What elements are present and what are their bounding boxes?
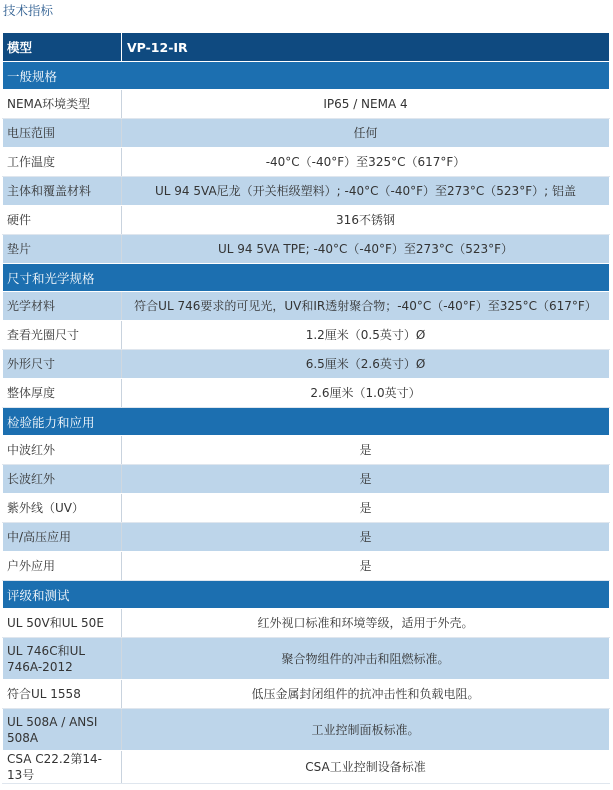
table-row: [3, 292, 610, 321]
spec-table: [2, 32, 610, 784]
row-key: 外形尺寸: [3, 350, 122, 379]
row-value: 是: [122, 552, 610, 581]
table-row: [3, 523, 610, 552]
row-value: 聚合物组件的冲击和阻燃标准。: [122, 638, 610, 680]
row-value: 是: [122, 494, 610, 523]
row-value: 316不锈钢: [122, 206, 610, 235]
row-key: UL 508A / ANSI 508A: [3, 709, 122, 751]
row-key: 主体和覆盖材料: [3, 177, 122, 206]
table-row: [3, 680, 610, 709]
row-value: 是: [122, 436, 610, 465]
section-title: 检验能力和应用: [3, 408, 610, 436]
table-row: [3, 206, 610, 235]
row-value: UL 94 5VA TPE; -40°C（-40°F）至273°C（523°F）: [122, 235, 610, 264]
table-row: [3, 494, 610, 523]
row-key: UL 50V和UL 50E: [3, 609, 122, 638]
page-title: 技术指标: [3, 3, 54, 18]
section-title: 尺寸和光学规格: [3, 264, 610, 292]
section-title: 评级和测试: [3, 581, 610, 609]
section-title: 一般规格: [3, 62, 610, 90]
table-row: [3, 465, 610, 494]
table-row: [3, 148, 610, 177]
row-value: 任何: [122, 119, 610, 148]
table-row: [3, 436, 610, 465]
row-key: 电压范围: [3, 119, 122, 148]
row-key: 查看光圈尺寸: [3, 321, 122, 350]
row-key: CSA C22.2第14-13号: [3, 751, 122, 784]
row-value: 低压金属封闭组件的抗冲击性和负载电阻。: [122, 680, 610, 709]
header-value: VP-12-IR: [122, 33, 610, 62]
table-row: [3, 235, 610, 264]
row-key: 符合UL 1558: [3, 680, 122, 709]
row-key: 整体厚度: [3, 379, 122, 408]
table-header-row: [3, 33, 610, 62]
table-row: [3, 321, 610, 350]
section-header: [3, 581, 610, 609]
row-key: 光学材料: [3, 292, 122, 321]
row-key: 硬件: [3, 206, 122, 235]
row-key: 中/高压应用: [3, 523, 122, 552]
row-key: 户外应用: [3, 552, 122, 581]
table-row: [3, 638, 610, 680]
row-key: 垫片: [3, 235, 122, 264]
header-key: 模型: [3, 33, 122, 62]
row-value: 符合UL 746要求的可见光，UV和IR透射聚合物；-40°C（-40°F）至325°C（617°F）: [122, 292, 610, 321]
row-key: UL 746C和UL 746A-2012: [3, 638, 122, 680]
table-row: [3, 119, 610, 148]
row-value: 6.5厘米（2.6英寸）Ø: [122, 350, 610, 379]
section-header: [3, 264, 610, 292]
row-value: 红外视口标准和环境等级，适用于外壳。: [122, 609, 610, 638]
row-value: IP65 / NEMA 4: [122, 90, 610, 119]
table-row: [3, 350, 610, 379]
row-value: CSA工业控制设备标准: [122, 751, 610, 784]
row-value: -40°C（-40°F）至325°C（617°F）: [122, 148, 610, 177]
section-header: [3, 408, 610, 436]
row-value: 是: [122, 465, 610, 494]
row-key: 中波红外: [3, 436, 122, 465]
row-key: 长波红外: [3, 465, 122, 494]
row-value: 1.2厘米（0.5英寸）Ø: [122, 321, 610, 350]
row-value: 工业控制面板标准。: [122, 709, 610, 751]
row-key: 工作温度: [3, 148, 122, 177]
row-value: 是: [122, 523, 610, 552]
section-header: [3, 62, 610, 90]
table-row: [3, 177, 610, 206]
table-row: [3, 751, 610, 784]
table-row: [3, 90, 610, 119]
row-value: UL 94 5VA尼龙（开关柜级塑料）; -40°C（-40°F）至273°C（523°F）; 铝盖: [122, 177, 610, 206]
row-value: 2.6厘米（1.0英寸）: [122, 379, 610, 408]
table-row: [3, 709, 610, 751]
table-row: [3, 379, 610, 408]
row-key: 紫外线（UV）: [3, 494, 122, 523]
table-row: [3, 609, 610, 638]
row-key: NEMA环境类型: [3, 90, 122, 119]
table-row: [3, 552, 610, 581]
